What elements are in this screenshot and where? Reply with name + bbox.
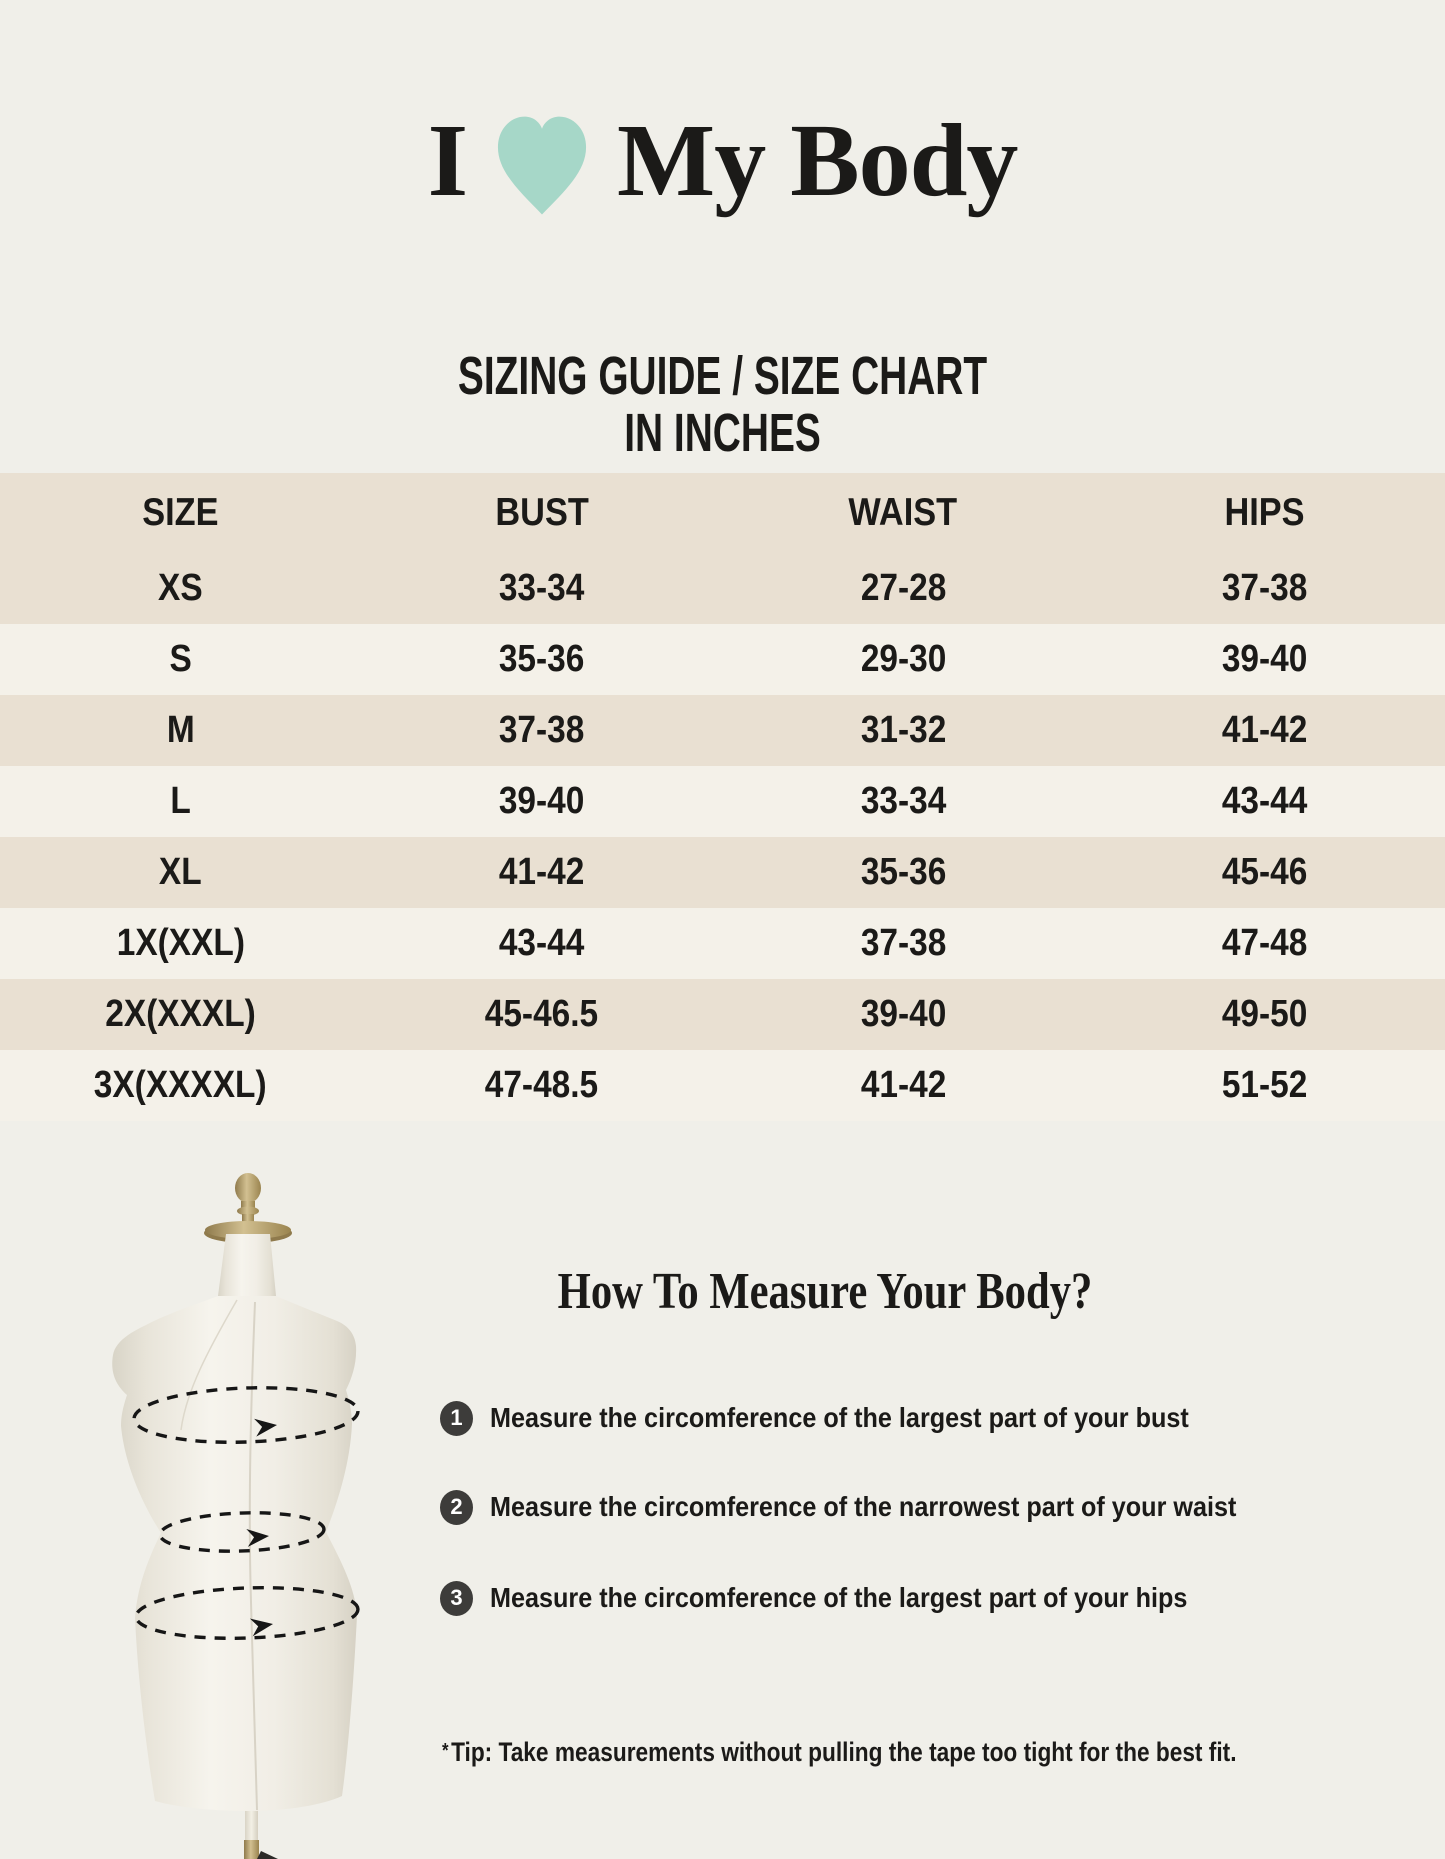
measure-section-heading: How To Measure Your Body? (557, 1263, 1093, 1320)
cell-bust: 39-40 (499, 780, 585, 822)
cell-hips: 49-50 (1221, 993, 1308, 1035)
table-row (0, 837, 1445, 908)
measure-step-3 (440, 1578, 1265, 1618)
measure-step-2 (440, 1487, 1319, 1527)
cell-waist: 33-34 (860, 780, 946, 822)
cell-size: 1X(XXL) (116, 922, 245, 964)
cell-waist: 41-42 (860, 1064, 946, 1106)
cell-hips: 37-38 (1221, 567, 1308, 609)
asterisk: * (442, 1740, 449, 1762)
cell-size: S (169, 638, 192, 680)
cell-waist: 35-36 (860, 851, 946, 893)
table-header-row (0, 473, 1445, 553)
cell-hips: 39-40 (1221, 638, 1308, 680)
title-prefix: I (427, 103, 468, 219)
measurement-tip (442, 1737, 1388, 1768)
tip-text: Tip: Take measurements without pulling the tape too tight for the best fit. (451, 1737, 1237, 1767)
cell-waist: 27-28 (860, 567, 946, 609)
step-text: Measure the circomference of the narrowest part of your waist (490, 1491, 1237, 1522)
cell-bust: 33-34 (499, 567, 585, 609)
cell-size: 2X(XXXL) (105, 993, 256, 1035)
subtitle-line-2: IN INCHES (624, 403, 821, 463)
page-title (0, 100, 1445, 222)
heart-icon (495, 110, 589, 222)
cell-waist: 29-30 (860, 638, 946, 680)
column-header-waist: WAIST (848, 491, 958, 534)
cell-size: M (166, 709, 195, 751)
cell-waist: 37-38 (860, 922, 946, 964)
step-number-badge: 3 (440, 1581, 473, 1616)
cell-waist: 31-32 (860, 709, 946, 751)
cell-size: XL (159, 851, 202, 893)
table-row (0, 979, 1445, 1050)
table-row (0, 1050, 1445, 1121)
cell-hips: 51-52 (1221, 1064, 1308, 1106)
cell-bust: 37-38 (499, 709, 585, 751)
table-row (0, 908, 1445, 979)
step-number-badge: 1 (440, 1401, 473, 1436)
cell-bust: 45-46.5 (485, 993, 599, 1035)
subtitle-line-1: SIZING GUIDE / SIZE CHART (457, 346, 988, 406)
cell-hips: 43-44 (1221, 780, 1308, 822)
table-row (0, 695, 1445, 766)
step-number-badge: 2 (440, 1490, 473, 1525)
cell-waist: 39-40 (860, 993, 946, 1035)
subtitle (0, 348, 1445, 462)
cell-size: 3X(XXXXL) (94, 1064, 268, 1106)
cell-hips: 47-48 (1221, 922, 1308, 964)
cell-bust: 35-36 (499, 638, 585, 680)
cell-size: XS (158, 567, 203, 609)
column-header-hips: HIPS (1224, 491, 1305, 534)
table-row (0, 624, 1445, 695)
title-suffix: My Body (617, 103, 1018, 219)
cell-bust: 43-44 (499, 922, 585, 964)
step-text: Measure the circomference of the largest part of your hips (490, 1582, 1188, 1613)
column-header-bust: BUST (495, 491, 589, 534)
size-chart-table (0, 473, 1445, 1121)
cell-bust: 41-42 (499, 851, 585, 893)
table-row (0, 766, 1445, 837)
cell-bust: 47-48.5 (485, 1064, 599, 1106)
cell-hips: 45-46 (1221, 851, 1308, 893)
mannequin-image (85, 1162, 385, 1859)
cell-hips: 41-42 (1221, 709, 1308, 751)
table-row (0, 553, 1445, 624)
cell-size: L (170, 780, 191, 822)
measure-step-1 (440, 1398, 1266, 1438)
column-header-size: SIZE (142, 491, 219, 534)
step-text: Measure the circomference of the largest part of your bust (490, 1402, 1189, 1433)
